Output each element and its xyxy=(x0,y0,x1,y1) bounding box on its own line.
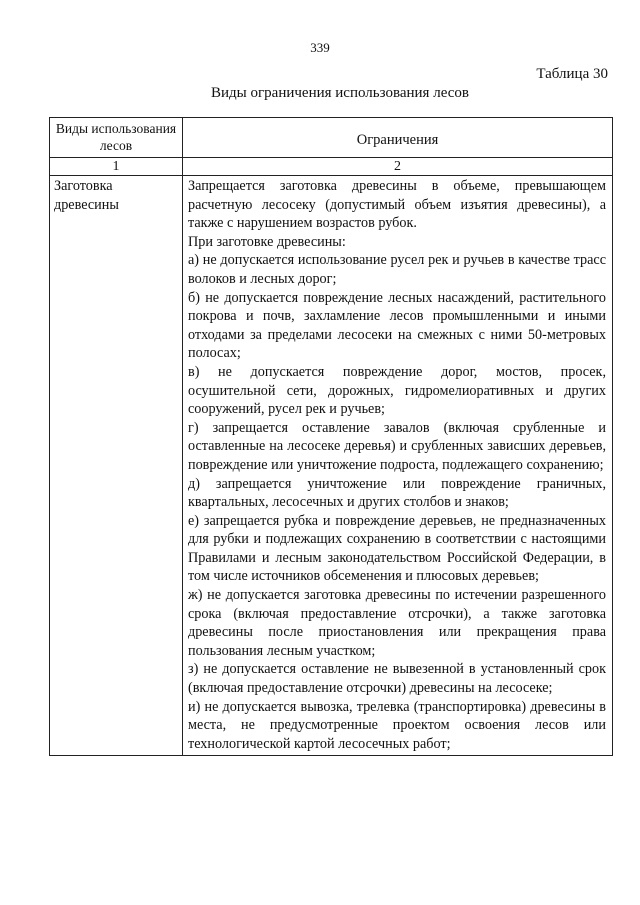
restriction-item-g: г) запрещается оставление завалов (включая срубленные и оставленные на лесосеке деревья) и срубленных зависших деревьев, повреждение или уничтожение подроста, подлежащего сохранению; xyxy=(188,419,606,473)
restrictions-cell xyxy=(183,176,613,756)
restrictions-table xyxy=(49,117,613,756)
restriction-item-i: и) не допускается вывозка, трелевка (транспортировка) древесины в места, не предусмотренные проектом освоения лесов или технологической картой лесосечных работ; xyxy=(188,698,606,752)
column-number-1: 1 xyxy=(50,158,183,176)
restriction-item-d: д) запрещается уничтожение или повреждение граничных, квартальных, лесосечных и других столбов и знаков; xyxy=(188,475,606,511)
table-header-row xyxy=(50,118,613,158)
column-header-usage-types: Виды использования лесов xyxy=(50,118,183,158)
column-header-restrictions: Ограничения xyxy=(183,118,613,158)
restriction-item-zh: ж) не допускается заготовка древесины по истечении разрешенного срока (включая предоставление отсрочки), а также заготовка древесины после приостановления или прекращения права пользования лесным участком; xyxy=(188,587,606,659)
restriction-item-a: а) не допускается использование русел рек и ручьев в качестве трасс волоков и лесных дорог; xyxy=(188,252,606,287)
column-number-2: 2 xyxy=(183,158,613,176)
restriction-item-b: б) не допускается повреждение лесных насаждений, растительного покрова и почв, захламление лесов промышленными и иными отходами за пределами лесосеки на смежных с ними 50-метровых полосах; xyxy=(188,289,606,362)
restriction-paragraph: При заготовке древесины: xyxy=(188,233,346,250)
usage-type-cell: Заготовка древесины xyxy=(50,176,183,756)
column-number-row xyxy=(50,158,613,176)
table-label: Таблица 30 xyxy=(536,66,608,82)
restriction-paragraph: Запрещается заготовка древесины в объеме, превышающем расчетную лесосеку (допустимый объем изъятия древесины), а также с нарушением возрастов рубок. xyxy=(188,178,606,232)
page-number: 339 xyxy=(310,40,330,55)
restriction-item-v: в) не допускается повреждение дорог, мостов, просек, осушительной сети, дорожных, гидромелиоративных и других сооружений, русел рек и ручьев; xyxy=(188,363,606,418)
restriction-item-e: е) запрещается рубка и повреждение деревьев, не предназначенных для рубки и подлежащих сохранению в соответствии с настоящими Правилами и лесным законодательством Российской Федерации, в том числе источников обсеменения и плюсовых деревьев; xyxy=(188,512,606,585)
table-row xyxy=(50,176,613,756)
document-title: Виды ограничения использования лесов xyxy=(211,85,469,101)
restriction-item-z: з) не допускается оставление не вывезенной в установленный срок (включая предоставление отсрочки) древесины на лесосеке; xyxy=(188,661,606,697)
